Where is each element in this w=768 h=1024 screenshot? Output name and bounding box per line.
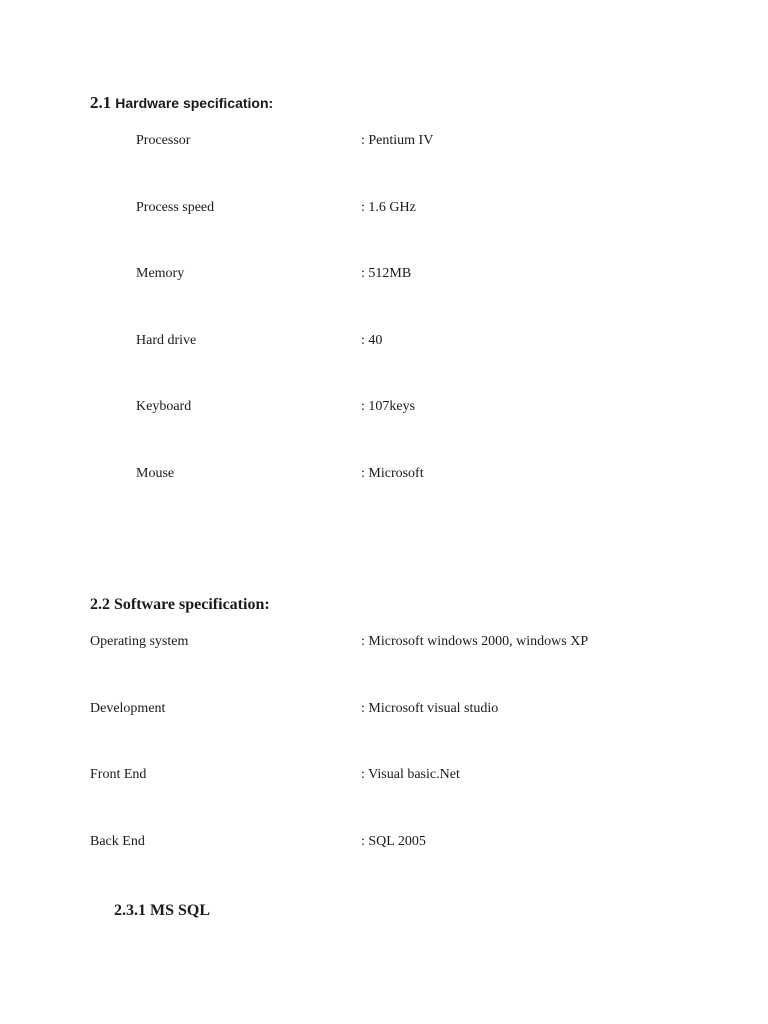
software-section-heading: 2.2 Software specification: bbox=[90, 596, 270, 613]
spec-label: Operating system bbox=[90, 634, 189, 649]
spec-label: Memory bbox=[136, 266, 185, 281]
spec-label: Mouse bbox=[136, 466, 175, 481]
spec-value: : Pentium IV bbox=[361, 133, 434, 148]
spec-label: Keyboard bbox=[136, 399, 192, 414]
spec-value: : Microsoft bbox=[361, 466, 424, 481]
hardware-section-title: Hardware specification: bbox=[115, 95, 274, 111]
spec-value: : SQL 2005 bbox=[361, 834, 426, 849]
spec-value: : 512MB bbox=[361, 266, 412, 281]
ms-sql-subsection-heading: 2.3.1 MS SQL bbox=[114, 902, 211, 919]
spec-value: : 107keys bbox=[361, 399, 416, 414]
spec-value: : Visual basic.Net bbox=[361, 767, 460, 782]
spec-label: Front End bbox=[90, 767, 147, 782]
spec-value: : Microsoft visual studio bbox=[361, 701, 499, 716]
spec-label: Back End bbox=[90, 834, 145, 849]
spec-label: Processor bbox=[136, 133, 191, 148]
spec-value: : 1.6 GHz bbox=[361, 200, 416, 215]
spec-label: Process speed bbox=[136, 200, 215, 215]
spec-label: Development bbox=[90, 701, 166, 716]
hardware-section-heading bbox=[90, 93, 273, 113]
hardware-section-number: 2.1 bbox=[90, 93, 112, 112]
spec-value: : 40 bbox=[361, 333, 383, 348]
spec-value: : Microsoft windows 2000, windows XP bbox=[361, 634, 589, 649]
spec-label: Hard drive bbox=[136, 333, 197, 348]
